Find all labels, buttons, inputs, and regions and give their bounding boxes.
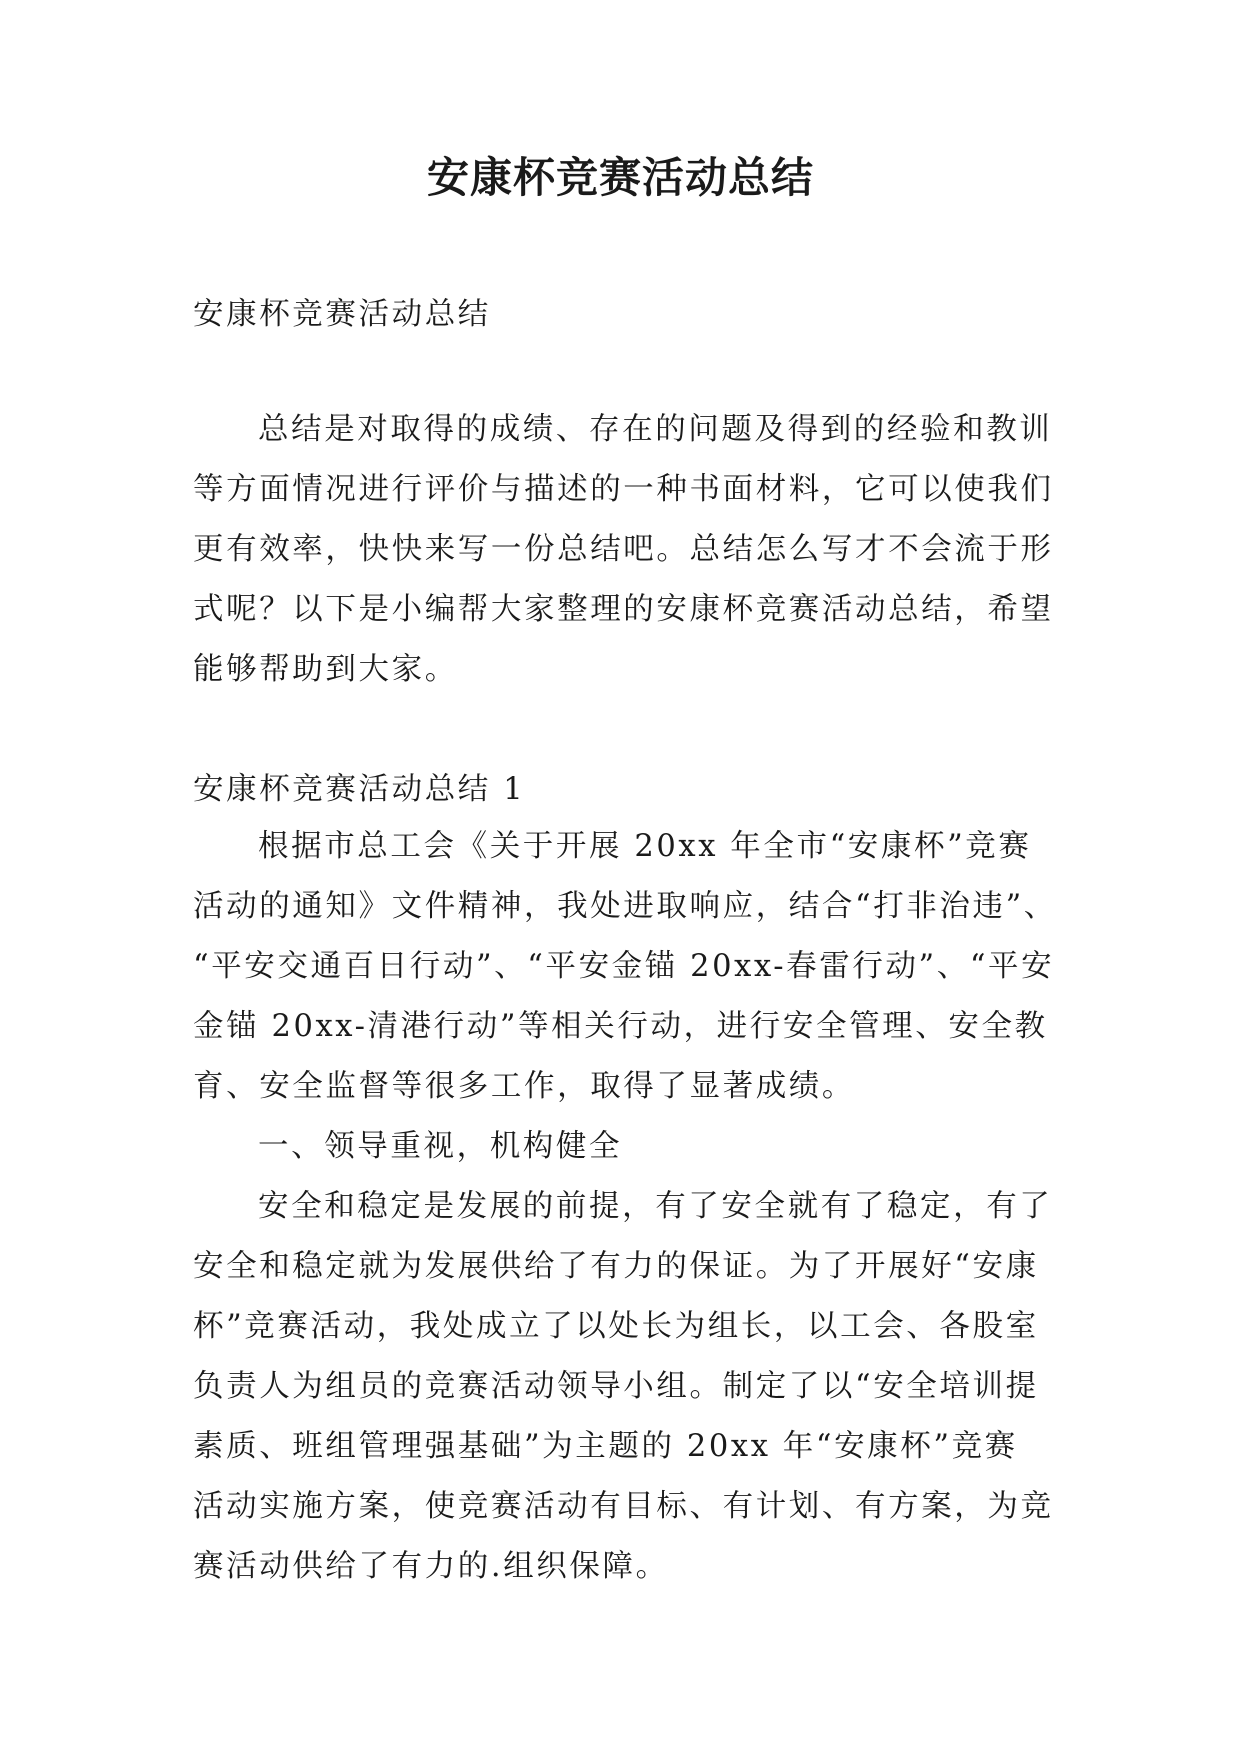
intro-line: 更有效率，快快来写一份总结吧。总结怎么写才不会流于形 [193, 532, 1054, 567]
section-line: 金锚 20xx-清港行动”等相关行动，进行安全管理、安全教 [193, 1009, 1048, 1044]
intro-line: 等方面情况进行评价与描述的一种书面材料，它可以使我们 [193, 472, 1054, 507]
section-line: 安全和稳定就为发展供给了有力的保证。为了开展好“安康 [193, 1249, 1039, 1284]
document-title: 安康杯竞赛活动总结 [426, 153, 814, 202]
section-line: 负责人为组员的竞赛活动领导小组。制定了以“安全培训提 [193, 1369, 1039, 1404]
subheading-line: 一、领导重视，机构健全 [258, 1129, 623, 1164]
intro-line: 总结是对取得的成绩、存在的问题及得到的经验和教训 [258, 412, 1053, 447]
intro-line: 式呢？以下是小编帮大家整理的安康杯竞赛活动总结，希望 [193, 592, 1054, 627]
section-line: 安全和稳定是发展的前提，有了安全就有了稳定，有了 [258, 1189, 1053, 1224]
section-body [193, 817, 1093, 1597]
section-line: 育、安全监督等很多工作，取得了显著成绩。 [193, 1069, 855, 1104]
section-heading: 安康杯竞赛活动总结 1 [193, 772, 526, 807]
intro-paragraph [193, 400, 1093, 700]
section-line: 活动的通知》文件精神，我处进取响应，结合“打非治违”、 [193, 889, 1057, 924]
document-subtitle: 安康杯竞赛活动总结 [193, 297, 491, 332]
section-line: “平安交通百日行动”、“平安金锚 20xx-春雷行动”、“平安 [193, 949, 1055, 984]
section-line: 活动实施方案，使竞赛活动有目标、有计划、有方案，为竞 [193, 1489, 1054, 1524]
intro-line: 能够帮助到大家。 [193, 652, 458, 687]
section-line: 素质、班组管理强基础”为主题的 20xx 年“安康杯”竞赛 [193, 1429, 1018, 1464]
section-line: 赛活动供给了有力的.组织保障。 [193, 1549, 669, 1584]
section-line: 根据市总工会《关于开展 20xx 年全市“安康杯”竞赛 [258, 829, 1032, 864]
section-line: 杯”竞赛活动，我处成立了以处长为组长，以工会、各股室 [193, 1309, 1039, 1344]
